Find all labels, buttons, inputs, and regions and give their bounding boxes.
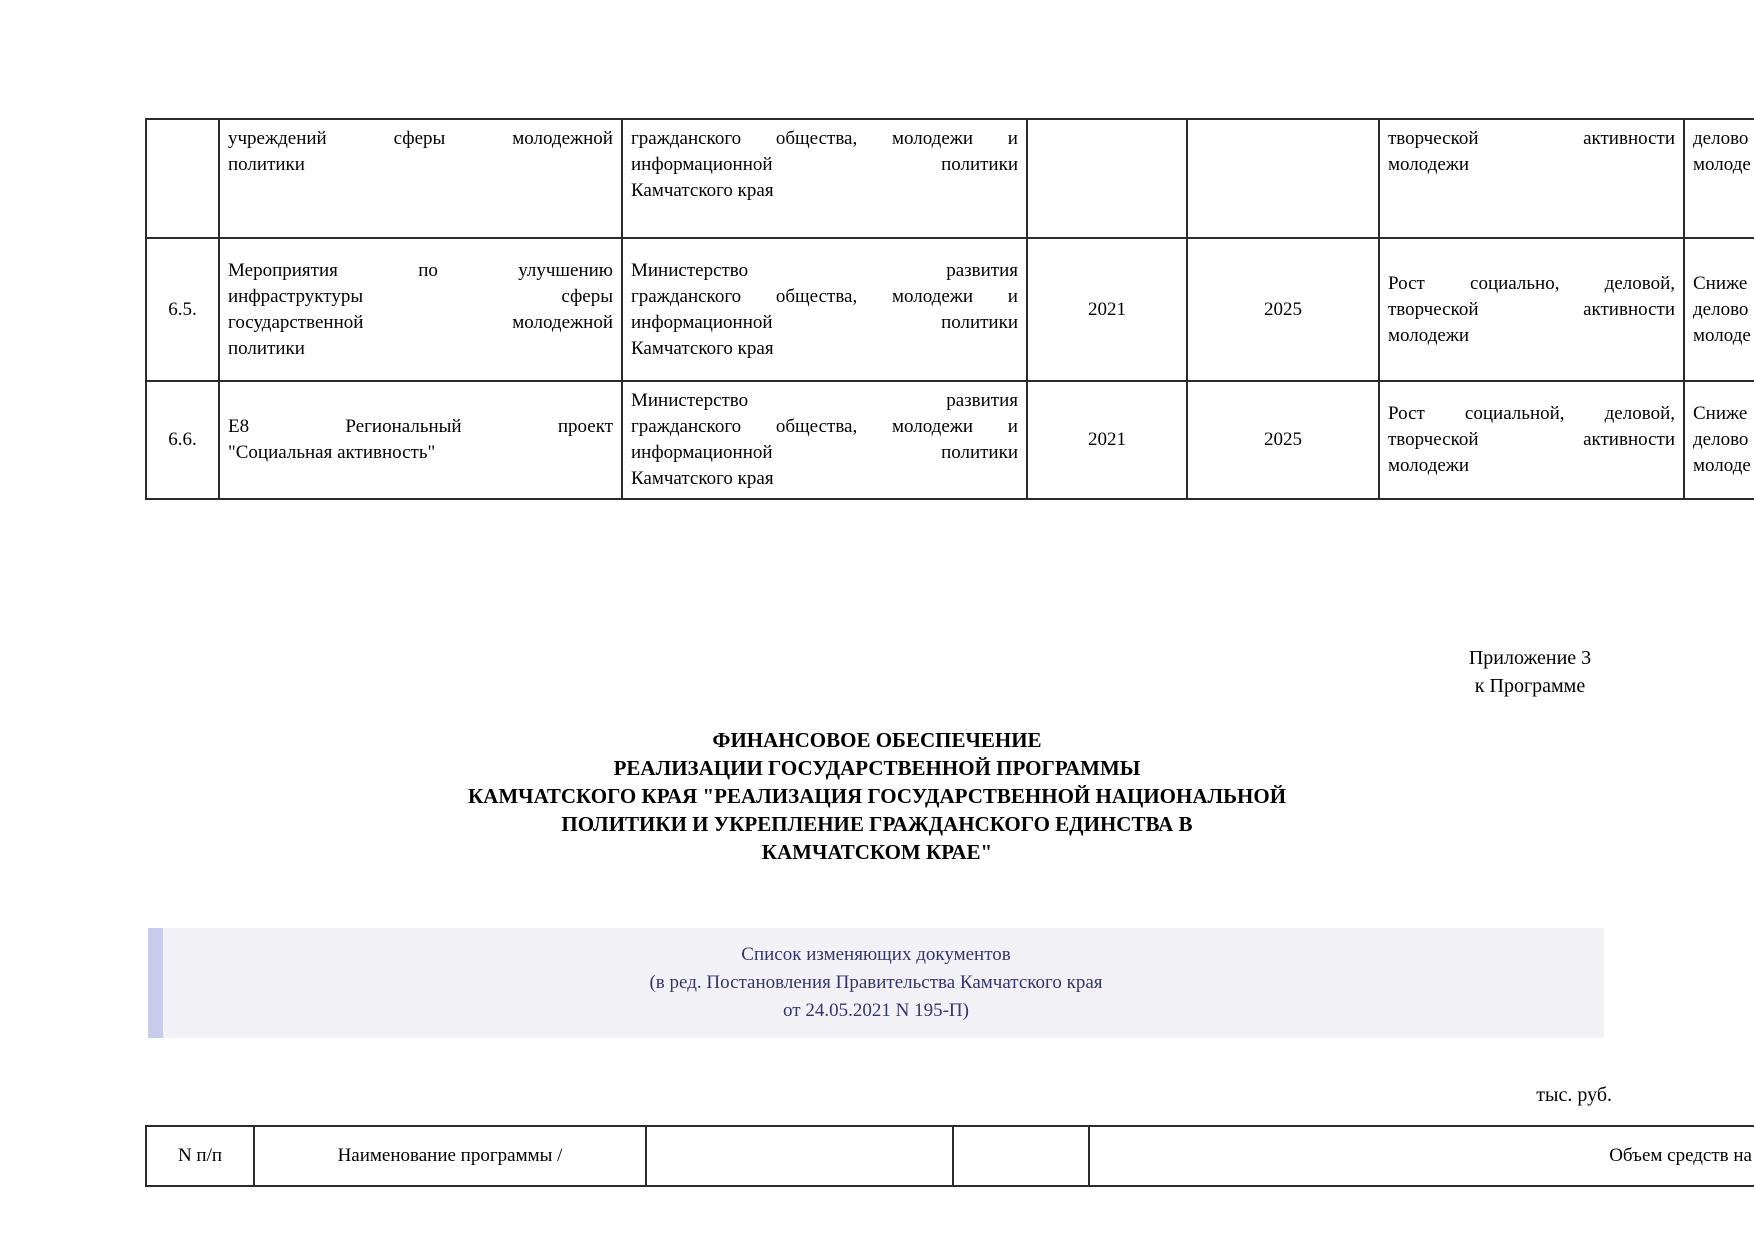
cell-year-end: 2025 (1187, 238, 1379, 381)
appendix-note (1380, 644, 1680, 700)
table-row (146, 238, 1754, 381)
programs-table (145, 118, 1754, 500)
table-header-row (146, 1126, 1754, 1186)
header-cell-number: N п/п (146, 1126, 254, 1186)
amending-documents-box (148, 928, 1604, 1038)
cell-row-number: 6.6. (146, 381, 219, 499)
title-line: ПОЛИТИКИ И УКРЕПЛЕНИЕ ГРАЖДАНСКОГО ЕДИНСТВА В (561, 812, 1193, 836)
appendix-number: Приложение 3 (1468, 647, 1592, 669)
cell-clipped-column: Сниже делово молоде (1684, 381, 1754, 499)
header-cell-blank (953, 1126, 1089, 1186)
units-label: тыс. руб. (1536, 1084, 1612, 1106)
amending-docs-heading: Список изменяющих документов (741, 944, 1011, 965)
cell-clipped-column: делово молоде (1684, 119, 1754, 238)
cell-year-start (1027, 119, 1187, 238)
cell-year-end: 2025 (1187, 381, 1379, 499)
accent-bar (148, 928, 163, 1038)
amending-docs-date: от 24.05.2021 N 195-П) (783, 1000, 969, 1021)
amending-documents-text (163, 941, 1589, 1025)
header-cell-blank (646, 1126, 953, 1186)
programs-table-grid (145, 118, 1754, 500)
cell-program-name: Е8 Региональный проект "Социальная активность" (219, 381, 622, 499)
title-line: КАМЧАТСКОМ КРАЕ" (761, 840, 993, 864)
title-line: КАМЧАТСКОГО КРАЯ "РЕАЛИЗАЦИЯ ГОСУДАРСТВЕННОЙ НАЦИОНАЛЬНОЙ (467, 784, 1287, 808)
cell-executor: Министерство развития гражданского общества, молодежи и информационной политики Камчатского края (622, 381, 1027, 499)
header-cell-amount: Объем средств на (1089, 1126, 1754, 1186)
cell-program-name: Мероприятия по улучшению инфраструктуры сферы государственной молодежной политики (219, 238, 622, 381)
cell-expected-result: творческой активности молодежи (1379, 119, 1684, 238)
title-line: ФИНАНСОВОЕ ОБЕСПЕЧЕНИЕ (712, 728, 1042, 752)
table-row (146, 381, 1754, 499)
title-line: РЕАЛИЗАЦИИ ГОСУДАРСТВЕННОЙ ПРОГРАММЫ (613, 756, 1141, 780)
cell-row-number (146, 119, 219, 238)
financing-table (145, 1125, 1754, 1187)
amending-docs-edition: (в ред. Постановления Правительства Камчатского края (649, 972, 1103, 993)
financing-table-grid (145, 1125, 1754, 1187)
cell-expected-result: Рост социальной, деловой, творческой активности молодежи (1379, 381, 1684, 499)
appendix-target: к Программе (1474, 675, 1586, 697)
cell-clipped-column: Сниже делово молоде (1684, 238, 1754, 381)
document-title (0, 726, 1754, 866)
cell-row-number: 6.5. (146, 238, 219, 381)
cell-year-start: 2021 (1027, 381, 1187, 499)
cell-executor: Министерство развития гражданского общества, молодежи и информационной политики Камчатского края (622, 238, 1027, 381)
table-row (146, 119, 1754, 238)
header-cell-program-name: Наименование программы / (254, 1126, 646, 1186)
cell-program-name: учреждений сферы молодежной политики (219, 119, 622, 238)
cell-year-end (1187, 119, 1379, 238)
cell-expected-result: Рост социально, деловой, творческой активности молодежи (1379, 238, 1684, 381)
cell-year-start: 2021 (1027, 238, 1187, 381)
cell-executor: гражданского общества, молодежи и информационной политики Камчатского края (622, 119, 1027, 238)
